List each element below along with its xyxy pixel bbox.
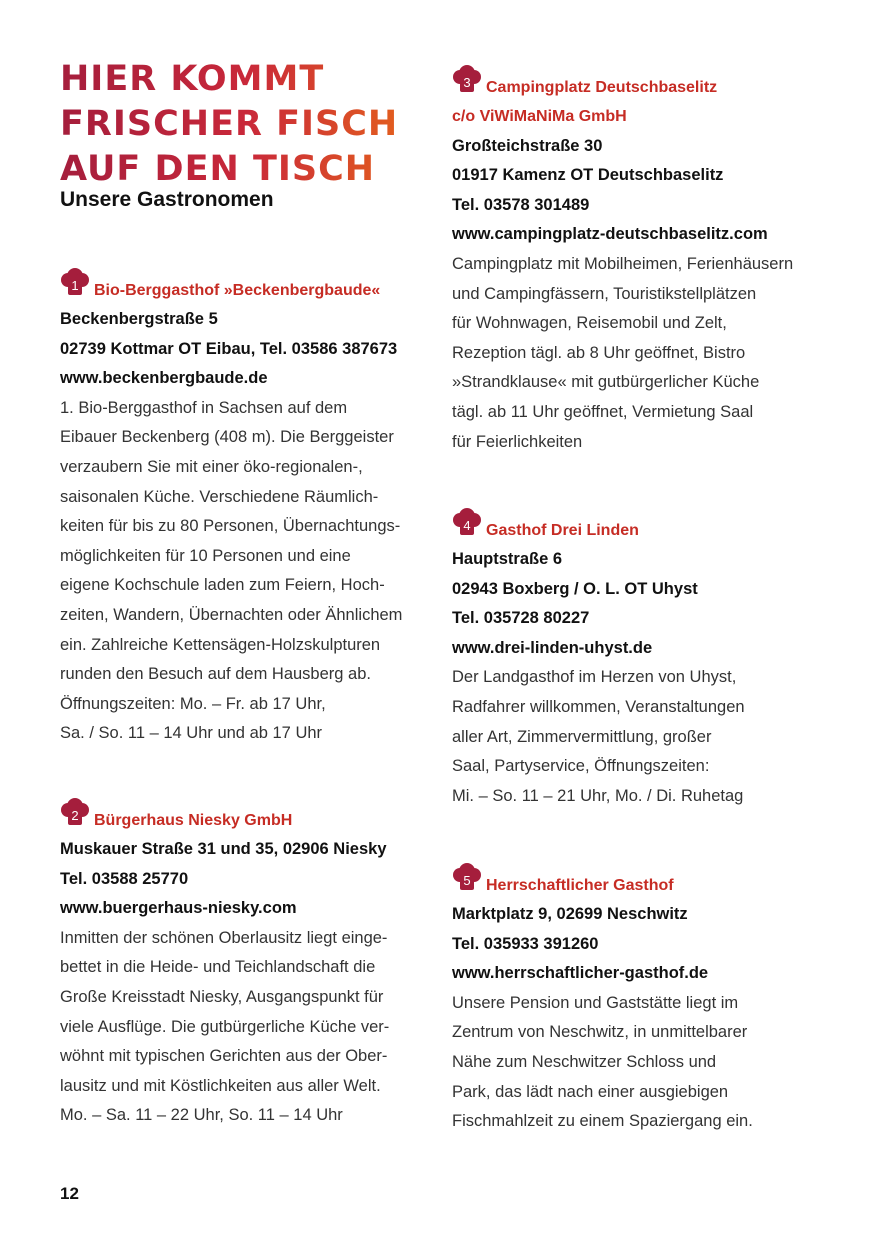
address-line: Tel. 035933 391260 — [452, 934, 599, 953]
address-line: Hauptstraße 6 — [452, 550, 563, 568]
description-line: aller Art, Zimmervermittlung, großer — [452, 727, 712, 746]
description-line: Mi. – So. 11 – 21 Uhr, Mo. / Di. Ruhetag — [452, 786, 744, 805]
description-line: Große Kreisstadt Niesky, Ausgangspunkt für — [60, 987, 384, 1006]
website-link[interactable]: www.drei-linden-uhyst.de — [452, 638, 653, 657]
headline-line: AUF DEN TISCH — [60, 149, 376, 189]
address-line: 02739 Kottmar OT Eibau, Tel. 03586 387673 — [60, 339, 398, 358]
description-line: Nähe zum Neschwitzer Schloss und — [452, 1052, 717, 1071]
description-line: Saal, Partyservice, Öffnungszeiten: — [452, 757, 710, 776]
description-line: Radfahrer willkommen, Veranstaltungen — [452, 697, 745, 716]
entry-header — [60, 275, 430, 305]
website-link[interactable]: www.buergerhaus-niesky.com — [60, 899, 297, 918]
address-line: 01917 Kamenz OT Deutschbaselitz — [452, 166, 724, 185]
description-line: Eibauer Beckenberg (408 m). Die Berggeister — [60, 428, 394, 447]
description-line: lausitz und mit Köstlichkeiten aus aller Welt. — [60, 1076, 381, 1095]
entry-name: Bürgerhaus Niesky GmbH — [94, 812, 293, 829]
address-line: Marktplatz 9, 02699 Neschwitz — [452, 905, 688, 923]
description-line: Campingplatz mit Mobilheimen, Ferienhäusern — [452, 254, 794, 273]
page-subtitle: Unsere Gastronomen — [60, 188, 274, 211]
website-link[interactable]: www.beckenbergbaude.de — [60, 369, 268, 388]
description-line: und Campingfässern, Touristikstellplätzen — [452, 284, 757, 303]
entry-name: Herrschaftlicher Gasthof — [486, 877, 674, 894]
description-line: Unsere Pension und Gaststätte liegt im — [452, 993, 739, 1012]
description-line: bettet in die Heide- und Teichlandschaft die — [60, 958, 376, 977]
description-line: eigene Kochschule laden zum Feiern, Hoch- — [60, 576, 385, 595]
chef-hat-icon — [451, 64, 483, 96]
address-line: Beckenbergstraße 5 — [60, 310, 218, 328]
address-line: 02943 Boxberg / O. L. OT Uhyst — [452, 579, 698, 598]
description-line: ein. Zahlreiche Kettensägen-Holzskulpturen — [60, 635, 381, 654]
entry-header — [452, 515, 822, 545]
gastronomy-entry-5 — [452, 870, 822, 1137]
headline-line: FRISCHER FISCH — [60, 104, 399, 144]
entry-name: Campingplatz Deutschbaselitz — [486, 79, 718, 96]
badge-number: 1 — [71, 278, 79, 293]
gastronomy-entry-4 — [452, 515, 822, 811]
description-line: Der Landgasthof im Herzen von Uhyst, — [452, 668, 737, 687]
page-headline — [60, 57, 398, 192]
description-line: tägl. ab 11 Uhr geöffnet, Vermietung Saal — [452, 402, 754, 421]
gastronomy-entry-3 — [452, 72, 822, 457]
entry-header — [452, 72, 822, 102]
badge-number: 4 — [463, 518, 471, 533]
website-link[interactable]: www.campingplatz-deutschbaselitz.com — [452, 225, 768, 244]
address-line: Großteichstraße 30 — [452, 136, 603, 155]
description-line: Inmitten der schönen Oberlausitz liegt einge- — [60, 928, 388, 947]
description-line: Park, das lädt nach einer ausgiebigen — [452, 1082, 729, 1101]
address-line: Tel. 03578 301489 — [452, 195, 590, 214]
headline-line: HIER KOMMT — [60, 59, 325, 99]
description-line: »Strandklause« mit gutbürgerlicher Küche — [452, 373, 760, 392]
description-line: viele Ausflüge. Die gutbürgerliche Küche ver- — [60, 1017, 390, 1036]
description-line: 1. Bio-Berggasthof in Sachsen auf dem — [60, 398, 348, 417]
description-line: saisonalen Küche. Verschiedene Räumlich- — [60, 487, 379, 506]
description-line: für Wohnwagen, Reisemobil und Zelt, — [452, 314, 727, 333]
entry-header — [452, 870, 822, 900]
entry-name: Bio-Berggasthof »Beckenbergbaude« — [94, 282, 381, 299]
description-line: möglichkeiten für 10 Personen und eine — [60, 546, 351, 565]
description-line: für Feierlichkeiten — [452, 432, 583, 451]
address-line: Tel. 035728 80227 — [452, 609, 590, 628]
page-number: 12 — [60, 1184, 79, 1203]
description-line: Zentrum von Neschwitz, in unmittelbarer — [452, 1023, 748, 1042]
description-line: wöhnt mit typischen Gerichten aus der Ober- — [60, 1047, 388, 1066]
description-line: keiten für bis zu 80 Personen, Übernachtungs- — [60, 517, 401, 536]
description-line: verzaubern Sie mit einer öko-regionalen-, — [60, 457, 363, 476]
chef-hat-icon — [451, 507, 483, 539]
address-line: Muskauer Straße 31 und 35, 02906 Niesky — [60, 840, 387, 858]
description-line: Öffnungszeiten: Mo. – Fr. ab 17 Uhr, — [60, 694, 326, 713]
description-line: zeiten, Wandern, Übernachten oder Ähnlichem — [60, 605, 403, 624]
badge-number: 3 — [463, 75, 471, 90]
website-link[interactable]: www.herrschaftlicher-gasthof.de — [452, 964, 709, 983]
gastronomy-entry-2 — [60, 805, 430, 1131]
description-line: Sa. / So. 11 – 14 Uhr und ab 17 Uhr — [60, 724, 323, 743]
description-line: runden den Besuch auf dem Hausberg ab. — [60, 665, 371, 684]
description-line: Rezeption tägl. ab 8 Uhr geöffnet, Bistro — [452, 343, 746, 362]
entry-name: Gasthof Drei Linden — [486, 522, 639, 539]
entry-subname: c/o ViWiMaNiMa GmbH — [452, 108, 627, 125]
description-line: Mo. – Sa. 11 – 22 Uhr, So. 11 – 14 Uhr — [60, 1106, 343, 1125]
chef-hat-icon — [451, 862, 483, 894]
chef-hat-icon — [59, 797, 91, 829]
description-line: Fischmahlzeit zu einem Spaziergang ein. — [452, 1112, 753, 1131]
badge-number: 2 — [71, 808, 79, 823]
address-line: Tel. 03588 25770 — [60, 869, 189, 888]
gastronomy-entry-1 — [60, 275, 430, 749]
chef-hat-icon — [59, 267, 91, 299]
badge-number: 5 — [463, 873, 471, 888]
entry-header — [60, 805, 430, 835]
